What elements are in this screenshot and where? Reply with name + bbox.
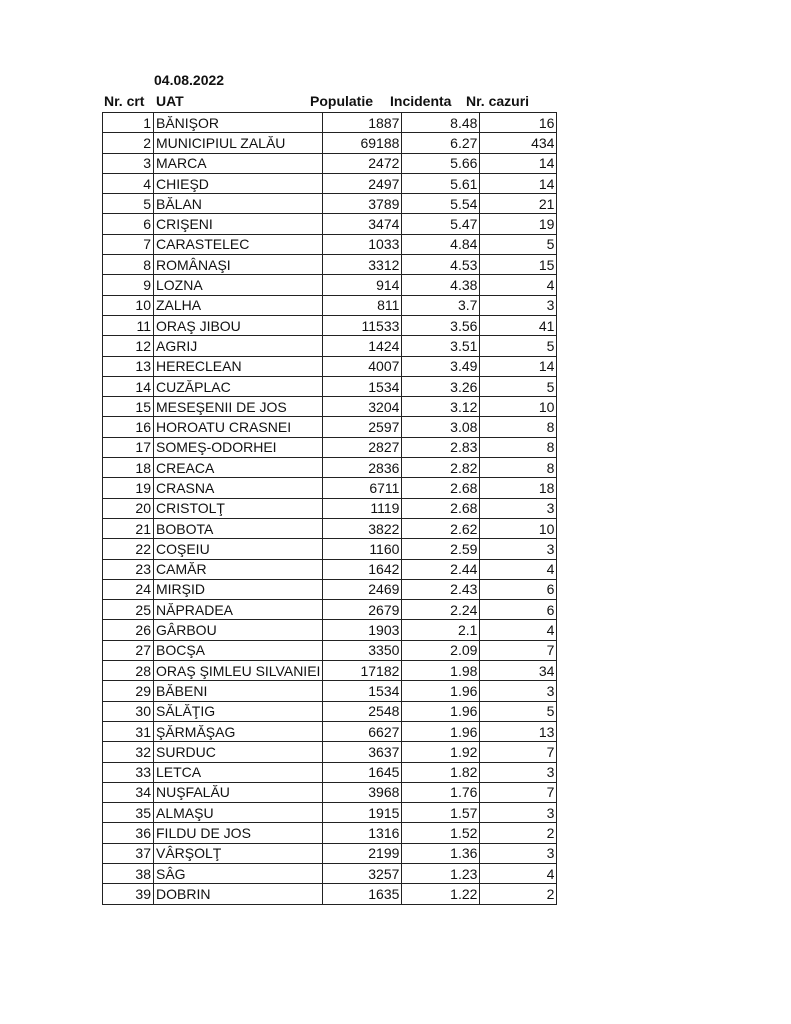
table-row (103, 600, 557, 620)
cell-nr-crt: 19 (103, 478, 154, 498)
cell-nr-cazuri: 8 (480, 417, 557, 437)
cell-nr-crt: 18 (103, 458, 154, 478)
header-nr-crt: Nr. crt (104, 93, 145, 109)
table-row (103, 782, 557, 802)
cell-nr-crt: 37 (103, 843, 154, 863)
cell-populatie: 3474 (323, 214, 402, 234)
cell-uat: SURDUC (154, 742, 323, 762)
cell-incidenta: 2.82 (402, 458, 480, 478)
cell-populatie: 1887 (323, 113, 402, 133)
table-row (103, 458, 557, 478)
cell-incidenta: 3.08 (402, 417, 480, 437)
cell-nr-crt: 10 (103, 295, 154, 315)
cell-nr-cazuri: 41 (480, 315, 557, 335)
table-body (103, 113, 557, 905)
cell-nr-cazuri: 5 (480, 336, 557, 356)
cell-nr-crt: 22 (103, 539, 154, 559)
cell-uat: VÂRŞOLŢ (154, 843, 323, 863)
cell-populatie: 811 (323, 295, 402, 315)
cell-nr-crt: 1 (103, 113, 154, 133)
cell-nr-crt: 3 (103, 153, 154, 173)
cell-incidenta: 2.83 (402, 437, 480, 457)
cell-incidenta: 1.57 (402, 803, 480, 823)
cell-incidenta: 1.96 (402, 681, 480, 701)
table-row (103, 356, 557, 376)
cell-uat: AGRIJ (154, 336, 323, 356)
table-row (103, 579, 557, 599)
cell-nr-crt: 4 (103, 173, 154, 193)
cell-incidenta: 1.92 (402, 742, 480, 762)
cell-uat: CARASTELEC (154, 234, 323, 254)
cell-incidenta: 3.12 (402, 397, 480, 417)
cell-nr-crt: 30 (103, 701, 154, 721)
cell-populatie: 1119 (323, 498, 402, 518)
cell-nr-cazuri: 19 (480, 214, 557, 234)
cell-nr-cazuri: 3 (480, 295, 557, 315)
table-row (103, 153, 557, 173)
table-row (103, 315, 557, 335)
cell-populatie: 11533 (323, 315, 402, 335)
cell-incidenta: 5.66 (402, 153, 480, 173)
cell-uat: HOROATU CRASNEI (154, 417, 323, 437)
cell-uat: BĂBENI (154, 681, 323, 701)
cell-populatie: 2472 (323, 153, 402, 173)
cell-nr-cazuri: 5 (480, 376, 557, 396)
cell-incidenta: 1.23 (402, 863, 480, 883)
cell-uat: MIRŞID (154, 579, 323, 599)
cell-incidenta: 3.51 (402, 336, 480, 356)
table-row (103, 823, 557, 843)
cell-incidenta: 4.38 (402, 275, 480, 295)
cell-nr-cazuri: 14 (480, 356, 557, 376)
cell-nr-cazuri: 2 (480, 884, 557, 904)
cell-incidenta: 1.96 (402, 701, 480, 721)
cell-uat: CREACA (154, 458, 323, 478)
cell-incidenta: 8.48 (402, 113, 480, 133)
cell-nr-crt: 24 (103, 579, 154, 599)
table-row (103, 194, 557, 214)
cell-incidenta: 3.56 (402, 315, 480, 335)
table-row (103, 498, 557, 518)
cell-nr-cazuri: 10 (480, 518, 557, 538)
cell-nr-cazuri: 5 (480, 701, 557, 721)
cell-incidenta: 5.47 (402, 214, 480, 234)
cell-populatie: 69188 (323, 133, 402, 153)
cell-populatie: 6711 (323, 478, 402, 498)
table-row (103, 437, 557, 457)
cell-nr-crt: 32 (103, 742, 154, 762)
cell-nr-crt: 11 (103, 315, 154, 335)
cell-nr-crt: 31 (103, 721, 154, 741)
cell-populatie: 1645 (323, 762, 402, 782)
cell-populatie: 2199 (323, 843, 402, 863)
table-row (103, 539, 557, 559)
cell-nr-cazuri: 7 (480, 742, 557, 762)
table-row (103, 255, 557, 275)
table-row (103, 397, 557, 417)
cell-nr-cazuri: 18 (480, 478, 557, 498)
table-row (103, 620, 557, 640)
cell-uat: CAMĂR (154, 559, 323, 579)
cell-uat: CRASNA (154, 478, 323, 498)
cell-incidenta: 2.1 (402, 620, 480, 640)
header-populatie: Populatie (310, 93, 374, 109)
cell-incidenta: 1.52 (402, 823, 480, 843)
cell-incidenta: 4.84 (402, 234, 480, 254)
table-row (103, 863, 557, 883)
cell-incidenta: 3.49 (402, 356, 480, 376)
cell-incidenta: 2.59 (402, 539, 480, 559)
cell-nr-crt: 29 (103, 681, 154, 701)
cell-populatie: 2679 (323, 600, 402, 620)
cell-populatie: 3968 (323, 782, 402, 802)
cell-nr-cazuri: 3 (480, 539, 557, 559)
cell-uat: MUNICIPIUL ZALĂU (154, 133, 323, 153)
table-row (103, 214, 557, 234)
table-row (103, 803, 557, 823)
cell-nr-cazuri: 4 (480, 863, 557, 883)
cell-populatie: 3312 (323, 255, 402, 275)
table-row (103, 640, 557, 660)
cell-populatie: 3204 (323, 397, 402, 417)
cell-nr-crt: 36 (103, 823, 154, 843)
cell-uat: ALMAŞU (154, 803, 323, 823)
cell-nr-cazuri: 4 (480, 559, 557, 579)
table-row (103, 884, 557, 904)
cell-incidenta: 1.36 (402, 843, 480, 863)
cell-uat: NUŞFALĂU (154, 782, 323, 802)
cell-nr-cazuri: 7 (480, 640, 557, 660)
cell-uat: CRIŞENI (154, 214, 323, 234)
cell-nr-cazuri: 7 (480, 782, 557, 802)
cell-uat: LOZNA (154, 275, 323, 295)
cell-nr-crt: 17 (103, 437, 154, 457)
cell-populatie: 1534 (323, 376, 402, 396)
cell-nr-cazuri: 2 (480, 823, 557, 843)
cell-nr-crt: 23 (103, 559, 154, 579)
cell-incidenta: 2.68 (402, 478, 480, 498)
cell-uat: CUZĂPLAC (154, 376, 323, 396)
cell-incidenta: 1.22 (402, 884, 480, 904)
cell-incidenta: 1.96 (402, 721, 480, 741)
cell-uat: BĂLAN (154, 194, 323, 214)
cell-incidenta: 1.82 (402, 762, 480, 782)
cell-nr-cazuri: 3 (480, 843, 557, 863)
cell-populatie: 3789 (323, 194, 402, 214)
cell-nr-crt: 6 (103, 214, 154, 234)
table-row (103, 234, 557, 254)
cell-uat: BĂNIŞOR (154, 113, 323, 133)
table-row (103, 661, 557, 681)
cell-uat: MESEŞENII DE JOS (154, 397, 323, 417)
cell-nr-crt: 5 (103, 194, 154, 214)
cell-incidenta: 5.61 (402, 173, 480, 193)
cell-populatie: 1033 (323, 234, 402, 254)
cell-nr-cazuri: 3 (480, 762, 557, 782)
cell-uat: ROMÂNAŞI (154, 255, 323, 275)
cell-nr-crt: 34 (103, 782, 154, 802)
report-date: 04.08.2022 (154, 72, 225, 88)
cell-populatie: 1160 (323, 539, 402, 559)
cell-nr-crt: 38 (103, 863, 154, 883)
cell-nr-cazuri: 4 (480, 620, 557, 640)
cell-incidenta: 2.43 (402, 579, 480, 599)
cell-uat: SOMEŞ-ODORHEI (154, 437, 323, 457)
incidence-table (102, 112, 557, 905)
cell-nr-crt: 8 (103, 255, 154, 275)
cell-nr-crt: 15 (103, 397, 154, 417)
cell-populatie: 2548 (323, 701, 402, 721)
cell-incidenta: 2.44 (402, 559, 480, 579)
cell-uat: HERECLEAN (154, 356, 323, 376)
table-row (103, 417, 557, 437)
cell-nr-cazuri: 14 (480, 173, 557, 193)
cell-incidenta: 5.54 (402, 194, 480, 214)
cell-nr-cazuri: 3 (480, 498, 557, 518)
table-row (103, 133, 557, 153)
cell-uat: ORAŞ ŞIMLEU SILVANIEI (154, 661, 323, 681)
cell-incidenta: 4.53 (402, 255, 480, 275)
cell-populatie: 3257 (323, 863, 402, 883)
cell-incidenta: 6.27 (402, 133, 480, 153)
cell-uat: CRISTOLŢ (154, 498, 323, 518)
table-row (103, 295, 557, 315)
cell-uat: BOBOTA (154, 518, 323, 538)
cell-uat: ŞĂRMĂŞAG (154, 721, 323, 741)
cell-nr-crt: 14 (103, 376, 154, 396)
cell-populatie: 2597 (323, 417, 402, 437)
cell-nr-crt: 2 (103, 133, 154, 153)
table-row (103, 478, 557, 498)
cell-nr-cazuri: 14 (480, 153, 557, 173)
table-row (103, 518, 557, 538)
cell-nr-crt: 12 (103, 336, 154, 356)
cell-incidenta: 2.24 (402, 600, 480, 620)
cell-nr-cazuri: 10 (480, 397, 557, 417)
table-row (103, 113, 557, 133)
header-uat: UAT (156, 93, 184, 109)
cell-populatie: 1424 (323, 336, 402, 356)
cell-populatie: 1635 (323, 884, 402, 904)
cell-nr-cazuri: 6 (480, 600, 557, 620)
cell-incidenta: 3.7 (402, 295, 480, 315)
cell-nr-crt: 7 (103, 234, 154, 254)
cell-nr-crt: 27 (103, 640, 154, 660)
cell-uat: NĂPRADEA (154, 600, 323, 620)
cell-nr-cazuri: 13 (480, 721, 557, 741)
table-row (103, 721, 557, 741)
cell-uat: SĂLĂŢIG (154, 701, 323, 721)
cell-populatie: 3637 (323, 742, 402, 762)
cell-populatie: 1316 (323, 823, 402, 843)
table-row (103, 681, 557, 701)
cell-populatie: 2497 (323, 173, 402, 193)
table-row (103, 173, 557, 193)
cell-nr-cazuri: 6 (480, 579, 557, 599)
cell-nr-crt: 26 (103, 620, 154, 640)
cell-populatie: 2836 (323, 458, 402, 478)
table-row (103, 701, 557, 721)
header-nr-cazuri: Nr. cazuri (466, 93, 530, 109)
cell-incidenta: 2.62 (402, 518, 480, 538)
cell-populatie: 1915 (323, 803, 402, 823)
cell-nr-cazuri: 5 (480, 234, 557, 254)
table-row (103, 336, 557, 356)
table-row (103, 376, 557, 396)
cell-nr-crt: 13 (103, 356, 154, 376)
table-row (103, 843, 557, 863)
cell-populatie: 17182 (323, 661, 402, 681)
cell-populatie: 3822 (323, 518, 402, 538)
cell-uat: LETCA (154, 762, 323, 782)
cell-populatie: 2469 (323, 579, 402, 599)
cell-incidenta: 2.68 (402, 498, 480, 518)
cell-populatie: 4007 (323, 356, 402, 376)
cell-populatie: 914 (323, 275, 402, 295)
cell-nr-cazuri: 15 (480, 255, 557, 275)
table-row (103, 762, 557, 782)
cell-populatie: 1534 (323, 681, 402, 701)
cell-populatie: 1642 (323, 559, 402, 579)
cell-populatie: 6627 (323, 721, 402, 741)
cell-uat: ORAŞ JIBOU (154, 315, 323, 335)
cell-nr-cazuri: 3 (480, 681, 557, 701)
table-row (103, 742, 557, 762)
cell-incidenta: 1.98 (402, 661, 480, 681)
cell-nr-crt: 33 (103, 762, 154, 782)
cell-incidenta: 3.26 (402, 376, 480, 396)
cell-nr-cazuri: 21 (480, 194, 557, 214)
header-incidenta: Incidenta (390, 93, 452, 109)
cell-nr-cazuri: 16 (480, 113, 557, 133)
cell-uat: SÂG (154, 863, 323, 883)
cell-populatie: 2827 (323, 437, 402, 457)
cell-uat: MARCA (154, 153, 323, 173)
cell-nr-cazuri: 8 (480, 458, 557, 478)
cell-uat: FILDU DE JOS (154, 823, 323, 843)
cell-nr-cazuri: 434 (480, 133, 557, 153)
cell-uat: COŞEIU (154, 539, 323, 559)
cell-nr-cazuri: 34 (480, 661, 557, 681)
cell-uat: BOCŞA (154, 640, 323, 660)
cell-populatie: 1903 (323, 620, 402, 640)
cell-incidenta: 2.09 (402, 640, 480, 660)
cell-nr-crt: 21 (103, 518, 154, 538)
cell-uat: CHIEŞD (154, 173, 323, 193)
cell-nr-crt: 28 (103, 661, 154, 681)
cell-nr-crt: 16 (103, 417, 154, 437)
cell-uat: ZALHA (154, 295, 323, 315)
cell-nr-cazuri: 4 (480, 275, 557, 295)
table-row (103, 275, 557, 295)
cell-nr-crt: 20 (103, 498, 154, 518)
cell-nr-cazuri: 8 (480, 437, 557, 457)
cell-nr-crt: 9 (103, 275, 154, 295)
cell-nr-cazuri: 3 (480, 803, 557, 823)
cell-uat: GÂRBOU (154, 620, 323, 640)
cell-populatie: 3350 (323, 640, 402, 660)
cell-nr-crt: 39 (103, 884, 154, 904)
cell-nr-crt: 25 (103, 600, 154, 620)
cell-uat: DOBRIN (154, 884, 323, 904)
cell-incidenta: 1.76 (402, 782, 480, 802)
table-row (103, 559, 557, 579)
cell-nr-crt: 35 (103, 803, 154, 823)
